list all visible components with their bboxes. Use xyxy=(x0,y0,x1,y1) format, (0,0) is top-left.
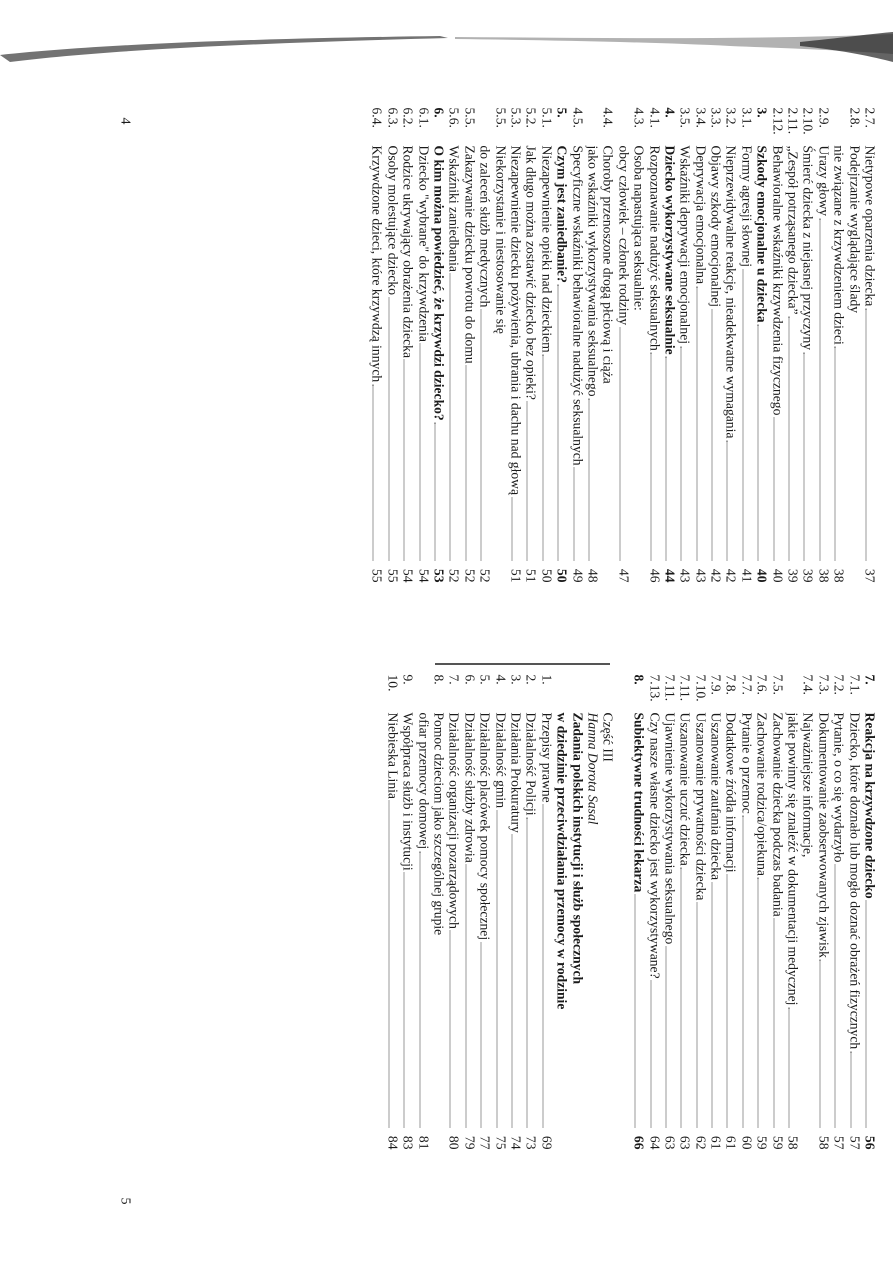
toc-entry-page: 43 xyxy=(693,568,709,583)
toc-entry xyxy=(816,108,831,583)
dot-leader xyxy=(789,317,790,561)
toc-spacer xyxy=(616,675,631,1150)
dot-leader xyxy=(619,327,620,560)
toc-entry xyxy=(739,108,754,583)
toc-entry-number: 4. xyxy=(662,107,678,118)
toc-entry xyxy=(462,675,477,1150)
toc-entry-page: 40 xyxy=(770,568,786,583)
dot-leader xyxy=(850,1051,851,1127)
toc-entry-number: 6.1. xyxy=(416,107,432,128)
toc-entry xyxy=(477,108,492,583)
toc-entry xyxy=(416,108,431,583)
toc-entry xyxy=(770,675,785,1150)
toc-entry-page: 50 xyxy=(539,568,555,583)
toc-entry xyxy=(847,675,862,1150)
dot-leader xyxy=(665,946,666,1127)
toc-entry-title: Nieprzewidywalne reakcje, nieadekwatne wymagania xyxy=(723,145,739,439)
toc-entry xyxy=(693,675,708,1150)
toc-entry xyxy=(739,675,754,1150)
dot-leader xyxy=(542,805,543,1128)
toc-entry-number: 3.5. xyxy=(677,107,693,128)
toc-entry-number: 2.11. xyxy=(785,107,801,135)
toc-entry-page: 59 xyxy=(754,1135,770,1150)
toc-entry-title: Uszanowanie uczuć dziecka xyxy=(677,712,693,866)
dot-leader xyxy=(388,801,389,1128)
toc-entry-page: 58 xyxy=(816,1135,832,1150)
dot-leader xyxy=(558,285,559,561)
toc-entry-title: Krzywdzone dzieci, które krzywdzą innych xyxy=(370,145,385,383)
toc-entry-number: 5.2. xyxy=(523,107,539,128)
toc-entry-title: Zachowanie rodzica/opiekuna xyxy=(754,712,770,876)
dot-leader xyxy=(388,297,389,561)
toc-entry-number: 5. xyxy=(477,674,493,685)
toc-entry xyxy=(400,675,415,1150)
toc-entry-title: Choroby przenoszone drogą płciową i ciąża xyxy=(600,145,616,384)
dot-leader xyxy=(481,309,482,560)
toc-entry-number: 8. xyxy=(631,674,647,685)
toc-entry xyxy=(801,675,816,1150)
toc-entry-page: 42 xyxy=(708,568,724,583)
toc-entry xyxy=(754,675,769,1150)
dot-leader xyxy=(742,816,743,1128)
toc-entry-title: Osoba napastująca seksualnie: xyxy=(631,145,647,311)
toc-entry-number: 4.4. xyxy=(600,107,616,128)
toc-entry xyxy=(847,108,862,583)
toc-entry-page: 47 xyxy=(616,568,632,583)
toc-entry-title: Wskaźniki zaniedbania xyxy=(446,145,462,272)
toc-entry-page: 73 xyxy=(523,1135,539,1150)
toc-entry-title: Pomoc dzieciom jako szczególnej grupie xyxy=(431,712,447,936)
toc-entry-page: 41 xyxy=(739,568,755,583)
toc-entry-number: 4. xyxy=(493,674,509,685)
toc-entry-page: 42 xyxy=(723,568,739,583)
toc-entry-number: 4.1. xyxy=(647,107,663,128)
toc-entry-title: Przepisy prawne xyxy=(539,712,555,803)
toc-entry-number: 3. xyxy=(508,674,524,685)
toc-entry-title: Jak długo można zostawić dziecko bez opieki? xyxy=(523,145,539,400)
toc-entry xyxy=(385,675,400,1150)
toc-entry xyxy=(770,108,785,583)
toc-entry-title: Osoby molestujące dziecko xyxy=(385,145,401,295)
toc-entry-number: 2.9. xyxy=(816,107,832,128)
toc-entry-number: 7.4. xyxy=(800,674,816,695)
dot-leader xyxy=(404,360,405,561)
toc-entry-page: 37 xyxy=(862,568,878,583)
toc-entry-number: 4.5. xyxy=(570,107,586,128)
toc-entry-number: 3.3. xyxy=(708,107,724,128)
toc-entry-page: 39 xyxy=(800,568,816,583)
toc-entry-page: 55 xyxy=(385,568,401,583)
toc-entry-title: Niezapewnienie dziecku pożywienia, ubrania i dachu nad głową xyxy=(508,145,524,496)
toc-entry-title: Czym jest zaniedbanie? xyxy=(554,145,570,283)
toc-entry-title: ofiar przemocy domowej xyxy=(416,712,432,850)
toc-entry-title: Współpraca służb i instytucji xyxy=(400,712,416,871)
toc-entry-page: 80 xyxy=(446,1135,462,1150)
toc-entry xyxy=(616,108,631,583)
toc-entry xyxy=(631,108,646,583)
toc-entry xyxy=(508,675,523,1150)
toc-entry-number: 6. xyxy=(462,674,478,685)
dot-leader xyxy=(804,352,805,560)
toc-entry xyxy=(370,108,385,583)
toc-entry xyxy=(708,108,723,583)
toc-entry xyxy=(431,675,446,1150)
dot-leader xyxy=(742,269,743,560)
toc-entry-page: 53 xyxy=(431,568,447,583)
toc-entry-title: Rozpoznawanie nadużyć seksualnych xyxy=(647,145,663,351)
dot-leader xyxy=(758,878,759,1128)
toc-entry-title: Urazy głowy xyxy=(816,145,832,217)
dot-leader xyxy=(665,357,666,561)
toc-entry-number: 5.5. xyxy=(462,107,478,128)
dot-leader xyxy=(681,346,682,560)
toc-entry-page: 49 xyxy=(570,568,586,583)
toc-entry-page: 52 xyxy=(446,568,462,583)
toc-entry-number: 3.4. xyxy=(693,107,709,128)
toc-entry xyxy=(416,675,431,1150)
toc-entry-page: 46 xyxy=(647,568,663,583)
toc-entry xyxy=(754,108,769,583)
toc-entry-page: 50 xyxy=(554,568,570,583)
toc-entry-number: 2.7. xyxy=(862,107,878,128)
toc-entry-number: 6. xyxy=(431,107,447,118)
toc-entry-number: 7.11. xyxy=(677,674,693,702)
toc-entry-title: Behawioralne wskaźniki krzywdzenia fizycznego xyxy=(770,145,786,416)
dot-leader xyxy=(527,402,528,561)
toc-entry-title: Nietypowe oparzenia dziecka xyxy=(862,145,878,307)
toc-entry xyxy=(631,675,646,1150)
dot-leader xyxy=(419,344,420,561)
toc-entry xyxy=(539,108,554,583)
dot-leader xyxy=(835,864,836,1127)
toc-entry-title: do zaleceń służb medycznych xyxy=(477,145,493,308)
dot-leader xyxy=(465,366,466,561)
toc-entry-page: 58 xyxy=(785,1135,801,1150)
toc-entry xyxy=(662,675,677,1150)
toc-entry xyxy=(493,675,508,1150)
toc-entry-number: 7. xyxy=(862,674,878,685)
toc-entry xyxy=(662,108,677,583)
toc-entry-number: 7. xyxy=(446,674,462,685)
dot-leader xyxy=(481,942,482,1127)
toc-entry xyxy=(677,108,692,583)
dot-leader xyxy=(465,865,466,1128)
toc-entry xyxy=(585,108,600,583)
toc-entry xyxy=(677,675,692,1150)
dot-leader xyxy=(866,901,867,1128)
toc-entry-title: Wskaźniki deprywacji emocjonalnej xyxy=(677,145,693,345)
toc-entry-title: Działalność placówek pomocy społecznej xyxy=(477,712,493,941)
toc-entry-number: 3.2. xyxy=(723,107,739,128)
toc-entry-page: 81 xyxy=(416,1135,432,1150)
toc-entry-title: Działania Prokuratury xyxy=(508,712,524,833)
dot-leader xyxy=(866,308,867,560)
toc-entry xyxy=(462,108,477,583)
toc-entry-number: 7.8. xyxy=(723,674,739,695)
toc-entry xyxy=(831,108,846,583)
dot-leader xyxy=(404,873,405,1128)
dot-leader xyxy=(681,868,682,1128)
toc-entry-number: 7.5. xyxy=(770,674,786,695)
dot-leader xyxy=(819,960,820,1128)
toc-entry-title: Działalność organizacji pozarządowych xyxy=(446,712,462,929)
toc-entry-page: 66 xyxy=(631,1135,647,1150)
toc-entry-title: Pytanie o przemoc xyxy=(739,712,755,814)
toc-entry-number: 2.8. xyxy=(847,107,863,128)
toc-entry-number: 6.3. xyxy=(385,107,401,128)
toc-entry-page: 57 xyxy=(831,1135,847,1150)
dot-leader xyxy=(650,353,651,561)
toc-entry xyxy=(447,108,462,583)
dot-leader xyxy=(527,818,528,1128)
toc-entry-number: 5.1. xyxy=(539,107,555,128)
toc-entry-page: 62 xyxy=(693,1135,709,1150)
toc-entry-title: Zakazywanie dziecku powrotu do domu xyxy=(462,145,478,364)
toc-left xyxy=(370,108,878,583)
dot-leader xyxy=(712,882,713,1127)
toc-entry-title: w dziedzinie przeciwdziałania przemocy w rodzinie xyxy=(554,712,570,1010)
toc-entry-title: Subiektywne trudności lekarza xyxy=(631,712,647,893)
toc-entry-title: Pytanie, o co się wydarzyło xyxy=(831,712,847,863)
toc-entry xyxy=(724,675,739,1150)
toc-entry-number: 3.1. xyxy=(739,107,755,128)
dot-leader xyxy=(712,309,713,560)
dot-leader xyxy=(450,931,451,1128)
toc-entry-title: Część III xyxy=(600,712,616,762)
toc-entry-title: Szkody emocjonalne u dziecka xyxy=(754,145,770,323)
toc-entry-title: Specyficzne wskaźniki behawioralne nadużyć seksualnych xyxy=(570,145,586,466)
toc-entry-number: 7.7. xyxy=(739,674,755,695)
toc-entry-page: 54 xyxy=(416,568,432,583)
dot-leader xyxy=(496,810,497,1127)
toc-entry-page: 48 xyxy=(585,568,601,583)
toc-entry-number: 2.10. xyxy=(800,107,816,135)
toc-entry-page: 38 xyxy=(816,568,832,583)
toc-entry-page: 57 xyxy=(847,1135,863,1150)
toc-entry-page: 56 xyxy=(862,1135,878,1150)
toc-entry-title: Dziecko "wybrane" do krzywdzenia xyxy=(416,145,432,342)
toc-entry-title: Hanna Dorota Sasal xyxy=(585,712,601,825)
dot-leader xyxy=(542,355,543,561)
toc-entry-page: 52 xyxy=(462,568,478,583)
toc-entry-number: 1. xyxy=(539,674,555,685)
toc-entry-title: Ujawnienie wykorzystywania seksualnego xyxy=(662,712,678,945)
dot-leader xyxy=(696,902,697,1127)
toc-entry-title: Rodzice ukrywający obrażenia dziecka xyxy=(400,145,416,358)
toc-entry-title: Zachowanie dziecka podczas badania xyxy=(770,712,786,917)
toc-entry-number: 7.1. xyxy=(847,674,863,695)
toc-entry xyxy=(724,108,739,583)
toc-entry-title: Działalność gmin xyxy=(493,712,509,809)
toc-entry xyxy=(785,108,800,583)
toc-entry xyxy=(508,108,523,583)
toc-entry xyxy=(831,675,846,1150)
dot-leader xyxy=(727,875,728,1128)
toc-entry xyxy=(493,108,508,583)
toc-entry-number: 5.5. xyxy=(493,107,509,128)
dot-leader xyxy=(758,325,759,561)
dot-leader xyxy=(373,384,374,560)
toc-entry-title: Działalność służby zdrowia xyxy=(462,712,478,863)
toc-entry-number: 7.11. xyxy=(662,674,678,702)
toc-entry-title: Dziecko, które doznało lub mogło doznać obrażeń fizycznych xyxy=(847,712,863,1050)
dot-leader xyxy=(588,399,589,561)
toc-entry-page: 59 xyxy=(770,1135,786,1150)
toc-entry-page: 84 xyxy=(385,1135,401,1150)
right-page xyxy=(0,632,893,1263)
toc-entry-number: 5.3. xyxy=(508,107,524,128)
toc-entry-page: 64 xyxy=(647,1135,663,1150)
toc-entry-number: 6.4. xyxy=(370,107,385,128)
toc-entry-number: 7.13. xyxy=(647,674,663,702)
toc-entry-number: 10. xyxy=(385,674,401,692)
toc-entry-number: 7.3. xyxy=(816,674,832,695)
toc-entry-title: jako wskaźniki wykorzystywania seksualnego xyxy=(585,145,601,397)
dot-leader xyxy=(773,417,774,560)
toc-entry-title: O kim można powiedzieć, że krzywdzi dziecko? xyxy=(431,145,447,421)
dot-leader xyxy=(835,347,836,561)
toc-entry-page: 44 xyxy=(662,568,678,583)
dot-leader xyxy=(773,919,774,1128)
toc-entry-page: 61 xyxy=(723,1135,739,1150)
toc-entry-title: Działalność Policji xyxy=(523,712,539,816)
section-heading xyxy=(554,675,569,1150)
toc-entry-number: 2.12. xyxy=(770,107,786,135)
toc-entry xyxy=(801,108,816,583)
dot-leader xyxy=(450,274,451,561)
toc-entry-page: 43 xyxy=(677,568,693,583)
toc-entry-number: 8. xyxy=(431,674,447,685)
dot-leader xyxy=(419,851,420,1127)
section-heading xyxy=(570,675,585,1150)
toc-entry xyxy=(447,675,462,1150)
toc-entry-number: 2. xyxy=(523,674,539,685)
toc-entry-title: Formy agresji słownej xyxy=(739,145,755,268)
toc-entry xyxy=(647,675,662,1150)
toc-entry xyxy=(600,108,615,583)
dot-leader xyxy=(512,497,513,560)
dot-leader xyxy=(435,423,436,561)
toc-entry-title: jakie powinny się znaleźć w dokumentacji medycznej xyxy=(785,712,801,1006)
toc-entry-title: Dodatkowe źródła informacji xyxy=(723,712,739,873)
toc-entry-title: Niekorzystanie i niestosowanie się xyxy=(493,145,509,334)
dot-leader xyxy=(573,468,574,561)
toc-entry xyxy=(554,108,569,583)
toc-entry-page: 79 xyxy=(462,1135,478,1150)
toc-entry xyxy=(816,675,831,1150)
toc-entry-title: Deprywacja emocjonalna xyxy=(693,145,709,285)
toc-entry-page: 75 xyxy=(493,1135,509,1150)
toc-entry-title: Reakcja na krzywdzone dziecko xyxy=(862,712,878,899)
dot-leader xyxy=(789,1007,790,1127)
dot-leader xyxy=(650,981,651,1128)
section-heading xyxy=(585,675,600,1150)
toc-entry-page: 38 xyxy=(831,568,847,583)
toc-entry-title: Objawy szkody emocjonalnej xyxy=(708,145,724,308)
dot-leader xyxy=(819,218,820,560)
toc-entry-number: 7.6. xyxy=(754,674,770,695)
toc-entry-page: 51 xyxy=(523,568,539,583)
toc-entry-page: 83 xyxy=(400,1135,416,1150)
toc-entry-number: 3. xyxy=(754,107,770,118)
page-number-right: 5 xyxy=(117,1197,133,1205)
toc-entry xyxy=(708,675,723,1150)
toc-entry-title: Niebieska Linia xyxy=(385,712,401,799)
toc-entry xyxy=(570,108,585,583)
dot-leader xyxy=(635,894,636,1127)
toc-entry-page: 52 xyxy=(477,568,493,583)
toc-entry-page: 74 xyxy=(508,1135,524,1150)
toc-entry xyxy=(862,108,877,583)
toc-entry xyxy=(524,108,539,583)
toc-entry-page: 69 xyxy=(539,1135,555,1150)
toc-entry-number: 4.3. xyxy=(631,107,647,128)
toc-entry-title: Zadania polskich instytucji i służb społecznych xyxy=(570,712,586,985)
section-heading xyxy=(600,675,615,1150)
toc-entry-page: 55 xyxy=(370,568,385,583)
toc-entry-number: 5. xyxy=(554,107,570,118)
toc-entry xyxy=(693,108,708,583)
toc-entry-number: 6.2. xyxy=(400,107,416,128)
toc-entry-title: Dziecko wykorzystywane seksualnie xyxy=(662,145,678,355)
toc-entry xyxy=(385,108,400,583)
toc-entry-page: 54 xyxy=(400,568,416,583)
toc-entry xyxy=(400,108,415,583)
toc-entry-page: 77 xyxy=(477,1135,493,1150)
toc-entry-page: 39 xyxy=(785,568,801,583)
toc-entry-title: Uszanowanie prywatności dziecka xyxy=(693,712,709,901)
toc-entry-title: nie związane z krzywdzeniem dzieci xyxy=(831,145,847,345)
toc-entry xyxy=(477,675,492,1150)
dot-leader xyxy=(727,440,728,560)
toc-entry xyxy=(785,675,800,1150)
toc-entry-title: „Zespół potrząsanego dziecka” xyxy=(785,145,801,315)
toc-entry-title: Czy nasze własne dziecko jest wykorzystywane? xyxy=(647,712,663,979)
toc-entry-title: obcy człowiek – członek rodziny xyxy=(616,145,632,326)
dot-leader xyxy=(696,286,697,560)
toc-entry-page: 51 xyxy=(508,568,524,583)
toc-entry-page: 60 xyxy=(739,1135,755,1150)
toc-entry-number: 7.9. xyxy=(708,674,724,695)
toc-entry xyxy=(862,675,877,1150)
toc-entry xyxy=(539,675,554,1150)
toc-entry-title: Śmierć dziecka z niejasnej przyczyny xyxy=(800,145,816,351)
toc-entry-number: 7.10. xyxy=(693,674,709,702)
toc-entry-title: Dokumentowanie zaobserwowanych zjawisk xyxy=(816,712,832,958)
toc-entry xyxy=(524,675,539,1150)
toc-entry-title: Podejrzanie wyglądające ślady xyxy=(847,145,863,314)
toc-entry-number: 9. xyxy=(400,674,416,685)
toc-entry-page: 63 xyxy=(677,1135,693,1150)
toc-entry-title: Najważniejsze informacje, xyxy=(800,712,816,858)
page-number-left: 4 xyxy=(117,117,133,125)
toc-entry-number: 5.6. xyxy=(446,107,462,128)
toc-entry-page: 61 xyxy=(708,1135,724,1150)
dot-leader xyxy=(512,835,513,1128)
toc-entry-title: Niezapewnienie opieki nad dzieckiem xyxy=(539,145,555,353)
toc-entry-title: Uszanowanie zaufania dziecka xyxy=(708,712,724,881)
toc-entry xyxy=(431,108,446,583)
toc-right xyxy=(385,675,878,1150)
toc-entry-number: 7.2. xyxy=(831,674,847,695)
left-page xyxy=(0,0,893,631)
toc-entry xyxy=(647,108,662,583)
toc-entry-page: 40 xyxy=(754,568,770,583)
toc-entry-page: 63 xyxy=(662,1135,678,1150)
